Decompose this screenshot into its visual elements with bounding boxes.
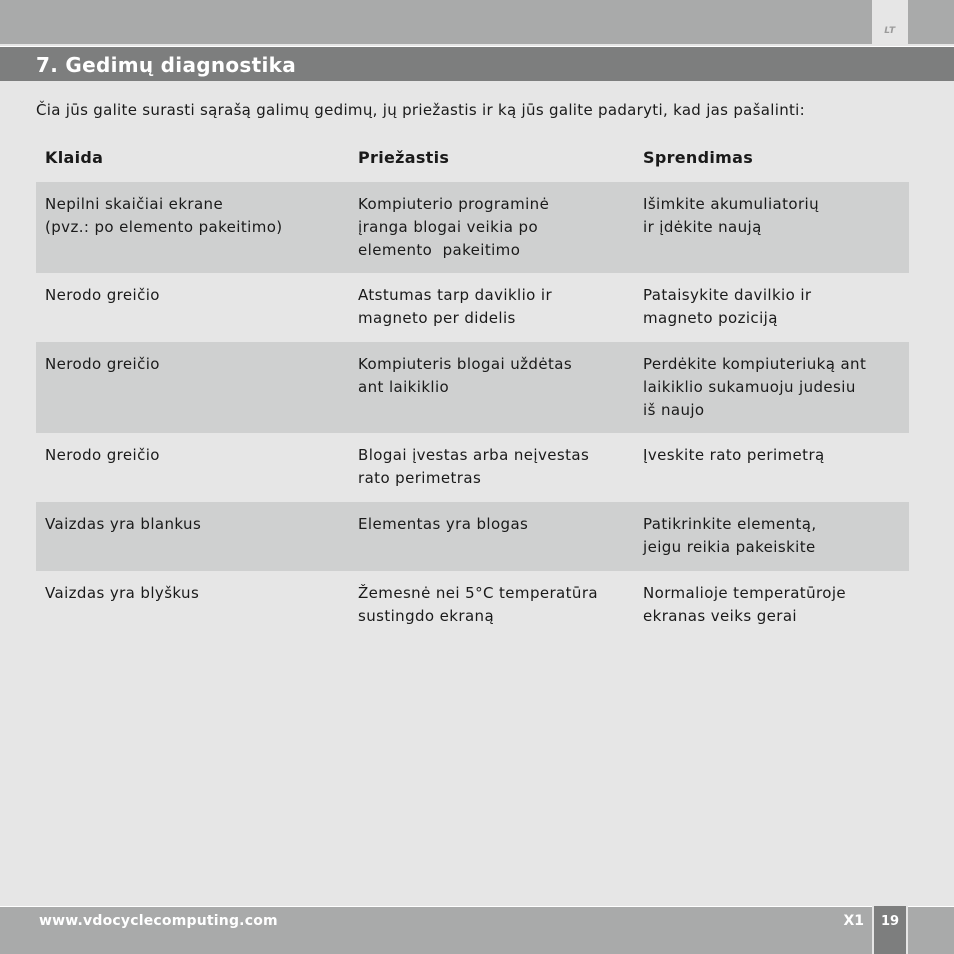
language-code: LT <box>884 26 896 36</box>
cell-cause: Kompiuteris blogai uždėtas ant laikiklio <box>358 355 573 396</box>
header-bar-right <box>908 0 954 44</box>
table-row <box>36 502 909 571</box>
column-header-solution: Sprendimas <box>643 148 754 167</box>
diagnostics-table <box>36 140 909 640</box>
cell-cause: Elementas yra blogas <box>358 515 529 533</box>
page-number: 19 <box>880 914 900 929</box>
intro-text: Čia jūs galite surasti sąrašą galimų gedimų, jų priežastis ir ką jūs galite padaryti, kad jas pašalinti: <box>36 101 806 119</box>
cell-solution: Perdėkite kompiuteriuką ant laikiklio sukamuoju judesiu iš naujo <box>643 355 867 419</box>
table-row <box>36 433 909 502</box>
column-header-error: Klaida <box>45 148 104 167</box>
cell-cause: Atstumas tarp daviklio ir magneto per didelis <box>358 286 553 327</box>
cell-error: Nerodo greičio <box>45 355 160 373</box>
cell-solution: Pataisykite davilkio ir magneto poziciją <box>643 286 812 327</box>
cell-solution: Išimkite akumuliatorių ir įdėkite naują <box>643 195 820 236</box>
footer-separator <box>0 906 872 907</box>
cell-cause: Kompiuterio programinė įranga blogai veikia po elemento pakeitimo <box>358 195 550 259</box>
column-header-cause: Priežastis <box>358 148 450 167</box>
table-row <box>36 571 909 640</box>
language-tab <box>874 0 906 44</box>
footer-bar <box>0 906 872 954</box>
title-bar <box>0 46 954 81</box>
cell-solution: Įveskite rato perimetrą <box>643 446 825 464</box>
footer-separator-right <box>908 906 954 907</box>
table-row <box>36 182 909 273</box>
cell-solution: Patikrinkite elementą, jeigu reikia pakeiskite <box>643 515 817 556</box>
model-name: X1 <box>843 913 864 929</box>
cell-cause: Blogai įvestas arba neįvestas rato perimetras <box>358 446 590 487</box>
cell-solution: Normalioje temperatūroje ekranas veiks gerai <box>643 584 847 625</box>
page-title: 7. Gedimų diagnostika <box>36 53 297 77</box>
header-bar <box>0 0 872 44</box>
title-separator <box>0 46 954 47</box>
table-header <box>36 140 909 182</box>
table-row <box>36 342 909 433</box>
table-row <box>36 273 909 342</box>
cell-error: Vaizdas yra blyškus <box>45 584 200 602</box>
cell-error: Vaizdas yra blankus <box>45 515 202 533</box>
cell-cause: Žemesnė nei 5°C temperatūra sustingdo ekraną <box>358 584 598 625</box>
page-number-box <box>874 906 906 954</box>
cell-error: Nepilni skaičiai ekrane (pvz.: po elemento pakeitimo) <box>45 195 283 236</box>
cell-error: Nerodo greičio <box>45 286 160 304</box>
cell-error: Nerodo greičio <box>45 446 160 464</box>
footer-bar-right <box>908 906 954 954</box>
website-url: www.vdocyclecomputing.com <box>39 913 278 929</box>
